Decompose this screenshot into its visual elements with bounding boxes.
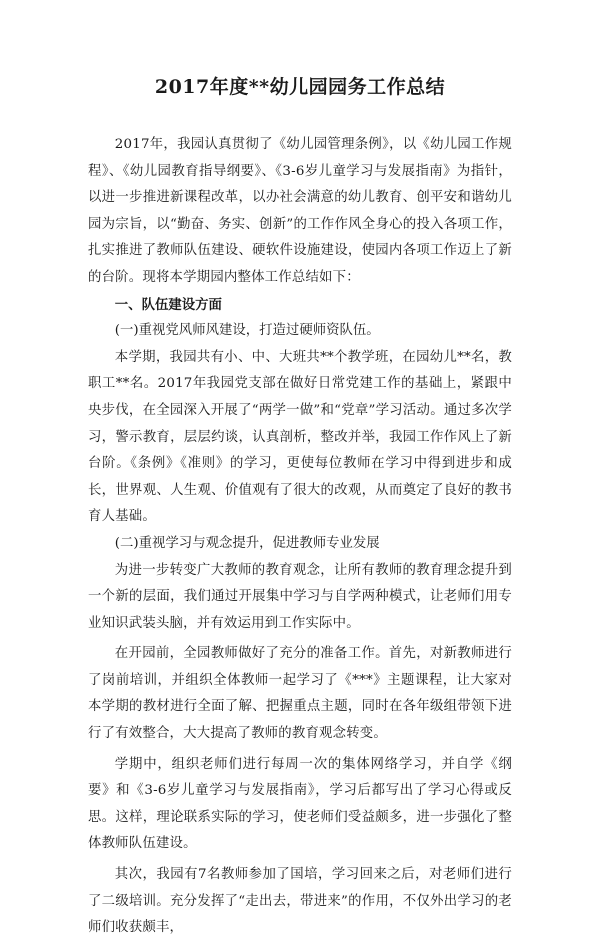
paragraph-concept-change: 为进一步转变广大教师的教育观念，让所有教师的教育理念提升到一个新的层面，我们通过开展集中学习与自学两种模式，让老师们用专业知识武装头脑，并有效运用到工作实际中。 bbox=[88, 562, 512, 631]
document-title: 2017年度**幼儿园园务工作总结 bbox=[154, 76, 446, 98]
paragraph-online-study: 学期中，组织老师们进行每周一次的集体网络学习，并自学《纲要》和《3-6岁儿童学习与发展指南》，学习后都写出了学习心得或反思。这样，理论联系实际的学习，使老师们受益颇多，进一步强化了整体教师队伍建设。 bbox=[88, 756, 512, 852]
subheading-learning: (二)重视学习与观念提升，促进教师专业发展 bbox=[114, 535, 380, 551]
subheading-party-style: (一)重视党风师风建设，打造过硬师资队伍。 bbox=[114, 323, 380, 339]
paragraph-preparation: 在开园前，全园教师做好了充分的准备工作。首先，对新教师进行了岗前培训，并组织全体教师一起学习了《***》主题课程，让大家对本学期的教材进行全面了解、把握重点主题，同时在各年级组带领下进行了有效整合，大大提高了教师的教育观念转变。 bbox=[88, 646, 512, 742]
section-heading-team: 一、队伍建设方面 bbox=[114, 296, 222, 313]
paragraph-national-training: 其次，我园有7名教师参加了国培，学习回来之后，对老师们进行了二级培训。充分发挥了“走出去，带进来”的作用，不仅外出学习的老师们收获颇丰， bbox=[88, 867, 512, 936]
paragraph-party-building: 本学期，我园共有小、中、大班共**个教学班，在园幼儿**名，教职工**名。2017年我园党支部在做好日常党建工作的基础上，紧跟中央步伐，在全园深入开展了“两学一做”和“党章”学习活动。通过多次学习，警示教育，层层约谈，认真剖析，整改并举，我园工作作风上了新台阶。《条例》《准则》的学习，更使每位教师在学习中得到进步和成长，世界观、人生观、价值观有了很大的改观，从而奠定了良好的教书育人基础。 bbox=[88, 349, 512, 525]
intro-paragraph: 2017年，我园认真贯彻了《幼儿园管理条例》，以《幼儿园工作规程》、《幼儿园教育指导纲要》、《3-6岁儿童学习与发展指南》为指针，以进一步推进新课程改革，以办社会满意的幼儿教育、创平安和谐幼儿园为宗旨，以“勤奋、务实、创新”的工作作风全身心的投入各项工作，扎实推进了教师队伍建设、硬软件设施建设，使园内各项工作迈上了新的台阶。现将本学期园内整体工作总结如下： bbox=[88, 137, 512, 285]
